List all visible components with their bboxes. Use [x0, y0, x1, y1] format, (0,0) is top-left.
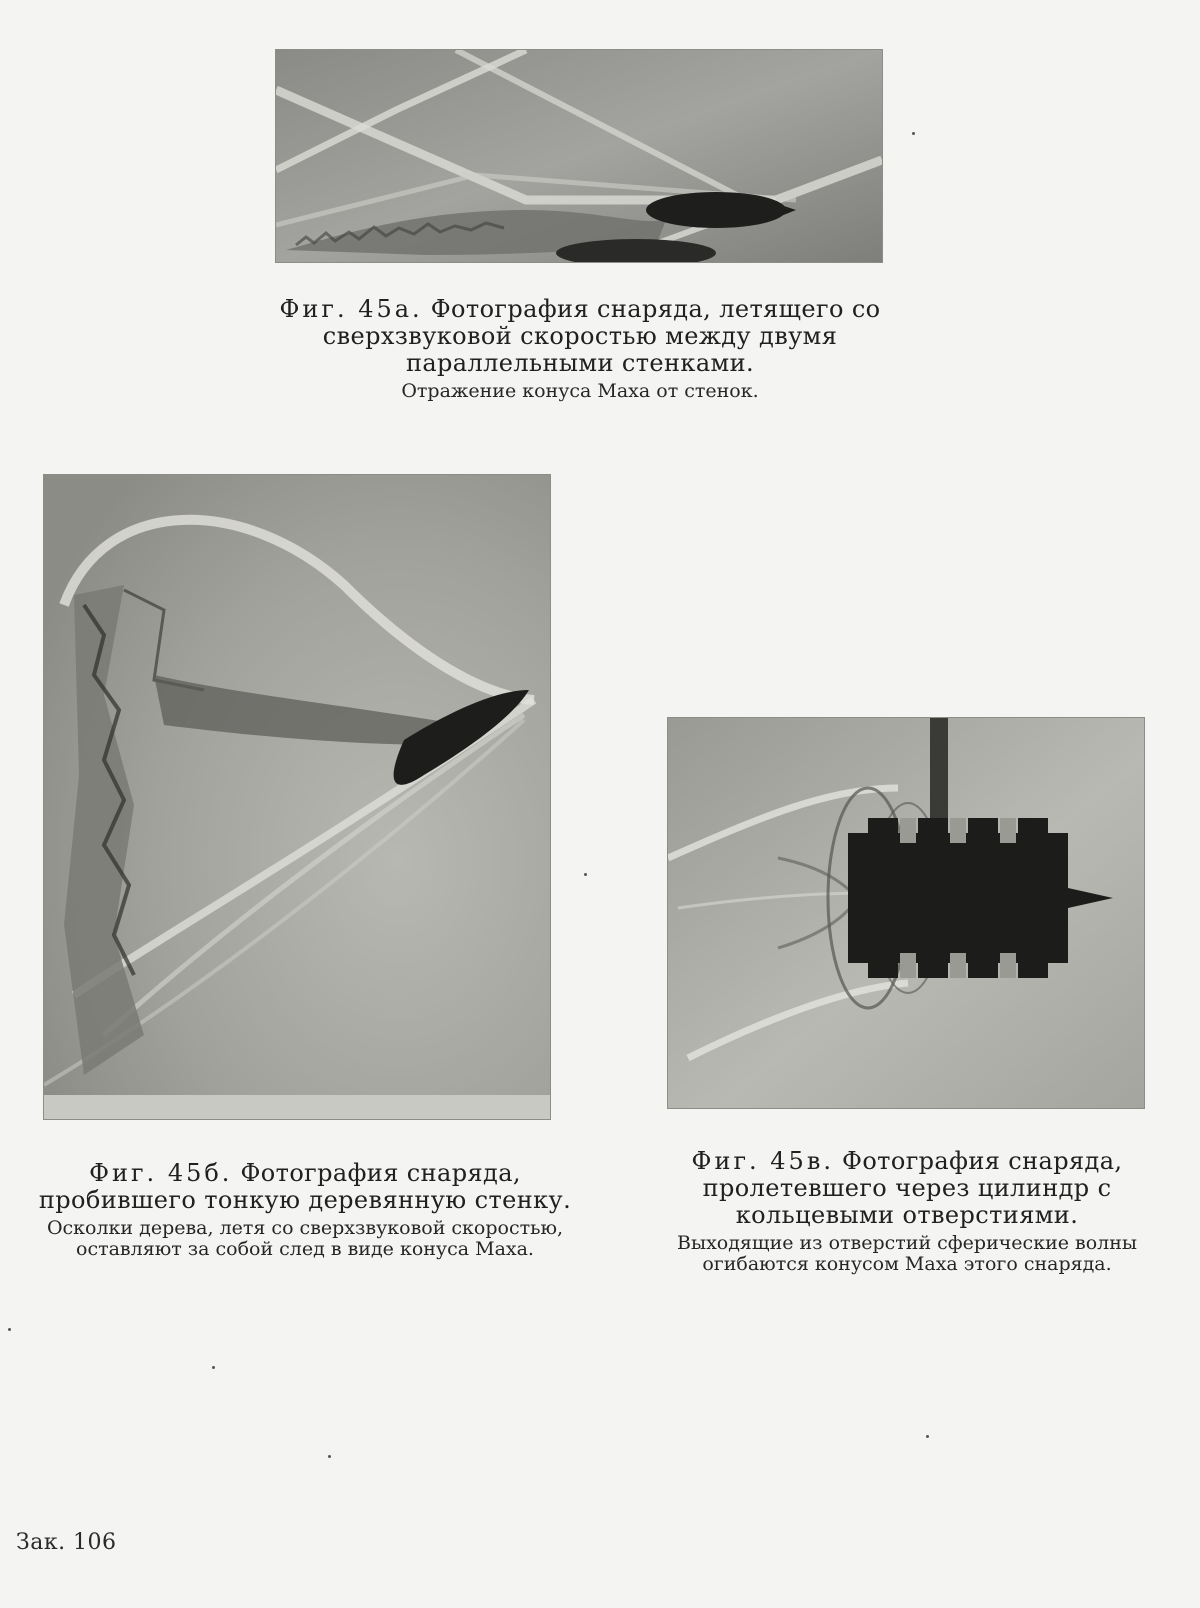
- figure-45v-label: Фиг. 45в.: [691, 1147, 834, 1175]
- scan-speck: [584, 873, 587, 876]
- figure-45v-title: Фотография снаряда, пролетевшего через цилиндр с кольцевыми отверстиями.: [702, 1147, 1123, 1229]
- figure-45b-label: Фиг. 45б.: [89, 1159, 233, 1187]
- figure-45a-note: Отражение конуса Маха от стенок.: [401, 380, 759, 402]
- figure-45a-photo: [276, 50, 882, 262]
- scan-speck: [328, 1455, 331, 1458]
- scan-speck: [926, 1435, 929, 1438]
- figure-45v-photo: [668, 718, 1144, 1108]
- figure-45a-title: Фотография снаряда, летящего со сверхзвуковой скоростью между двумя параллельными стенками.: [322, 295, 881, 377]
- figure-45b-title: Фотография снаряда, пробившего тонкую деревянную стенку.: [38, 1159, 572, 1214]
- figure-45b-photo: [44, 475, 550, 1119]
- scan-speck: [912, 132, 915, 135]
- footer-order-number: Зак. 106: [16, 1530, 117, 1555]
- figure-45b-caption: [30, 1160, 580, 1260]
- figure-45v-caption: [652, 1148, 1162, 1275]
- figure-45b-note: Осколки дерева, летя со сверхзвуковой скоростью, оставляют за собой след в виде конуса Маха.: [46, 1217, 564, 1260]
- figure-45v-note: Выходящие из отверстий сферические волны огибаются конусом Маха этого снаряда.: [676, 1232, 1138, 1275]
- figure-45a-caption: [270, 296, 890, 402]
- figure-45a-label: Фиг. 45а.: [279, 295, 423, 323]
- scan-speck: [8, 1328, 11, 1331]
- scan-speck: [212, 1366, 215, 1369]
